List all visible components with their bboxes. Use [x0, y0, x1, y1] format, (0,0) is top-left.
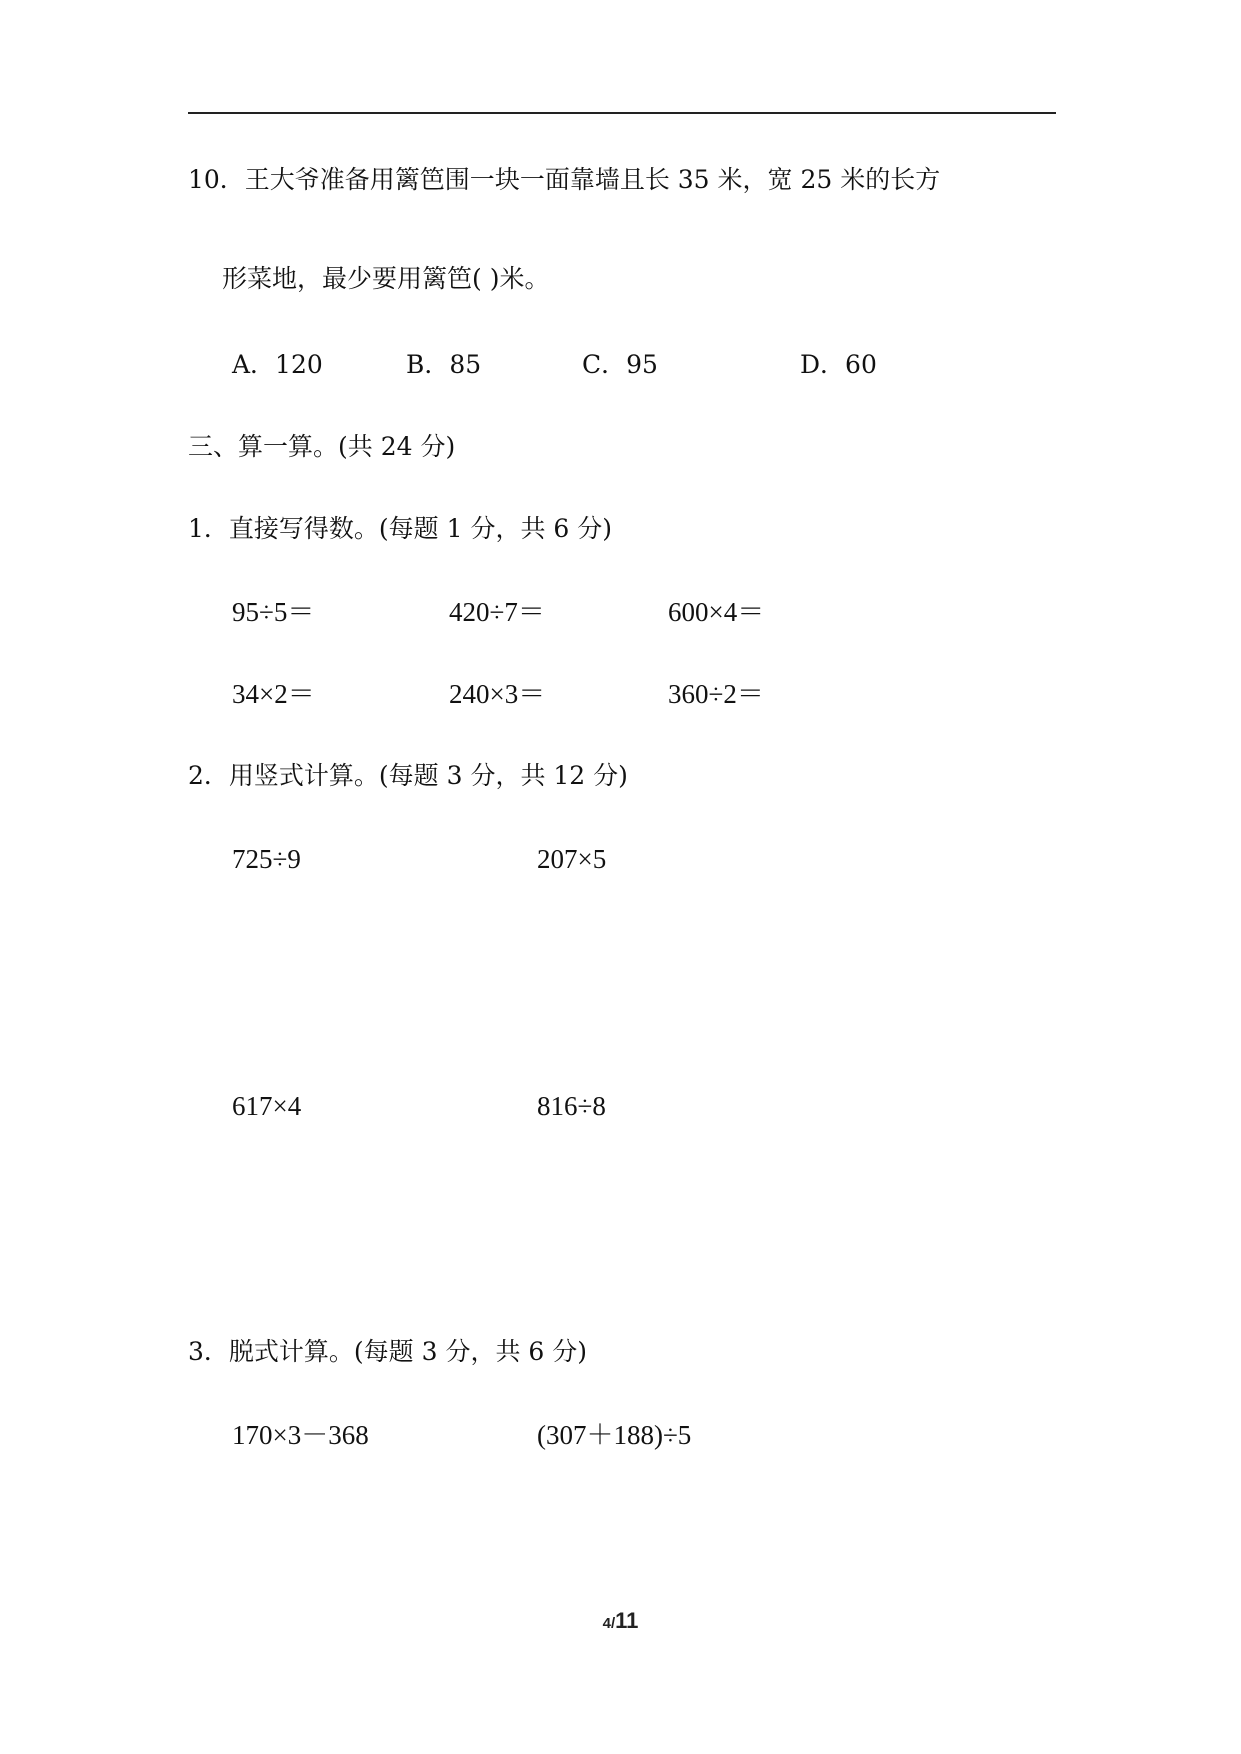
- oral-calc-item: 360÷2＝: [668, 679, 764, 709]
- question-10-line-2: 形菜地，最少要用篱笆( )米。: [222, 264, 550, 293]
- vertical-calc-item: 816÷8: [537, 1091, 606, 1121]
- step-calc-item: (307＋188)÷5: [537, 1420, 692, 1450]
- header-rule: [188, 112, 1056, 114]
- vertical-calc-item: 207×5: [537, 844, 607, 874]
- oral-calc-item: 240×3＝: [449, 679, 546, 709]
- part-2-title: 2．用竖式计算。(每题 3 分，共 12 分): [188, 761, 628, 790]
- option-c: C．95: [582, 350, 658, 379]
- option-a: A．120: [232, 350, 323, 379]
- option-d: D．60: [800, 350, 877, 379]
- section-3-title: 三、算一算。(共 24 分): [188, 432, 456, 461]
- current-page: 4/: [602, 1615, 616, 1632]
- oral-calc-item: 34×2＝: [232, 679, 315, 709]
- total-pages: 11: [615, 1608, 639, 1633]
- oral-calc-item: 420÷7＝: [449, 597, 545, 627]
- vertical-calc-item: 725÷9: [232, 844, 301, 874]
- part-1-title: 1．直接写得数。(每题 1 分，共 6 分): [188, 514, 613, 543]
- step-calc-item: 170×3－368: [232, 1420, 369, 1450]
- option-b: B．85: [406, 350, 482, 379]
- question-10-line-1: 10．王大爷准备用篱笆围一块一面靠墙且长 35 米，宽 25 米的长方: [188, 165, 941, 194]
- oral-calc-item: 600×4＝: [668, 597, 765, 627]
- page-number: [0, 1608, 1241, 1634]
- oral-calc-item: 95÷5＝: [232, 597, 315, 627]
- vertical-calc-item: 617×4: [232, 1091, 302, 1121]
- part-3-title: 3．脱式计算。(每题 3 分，共 6 分): [188, 1337, 588, 1366]
